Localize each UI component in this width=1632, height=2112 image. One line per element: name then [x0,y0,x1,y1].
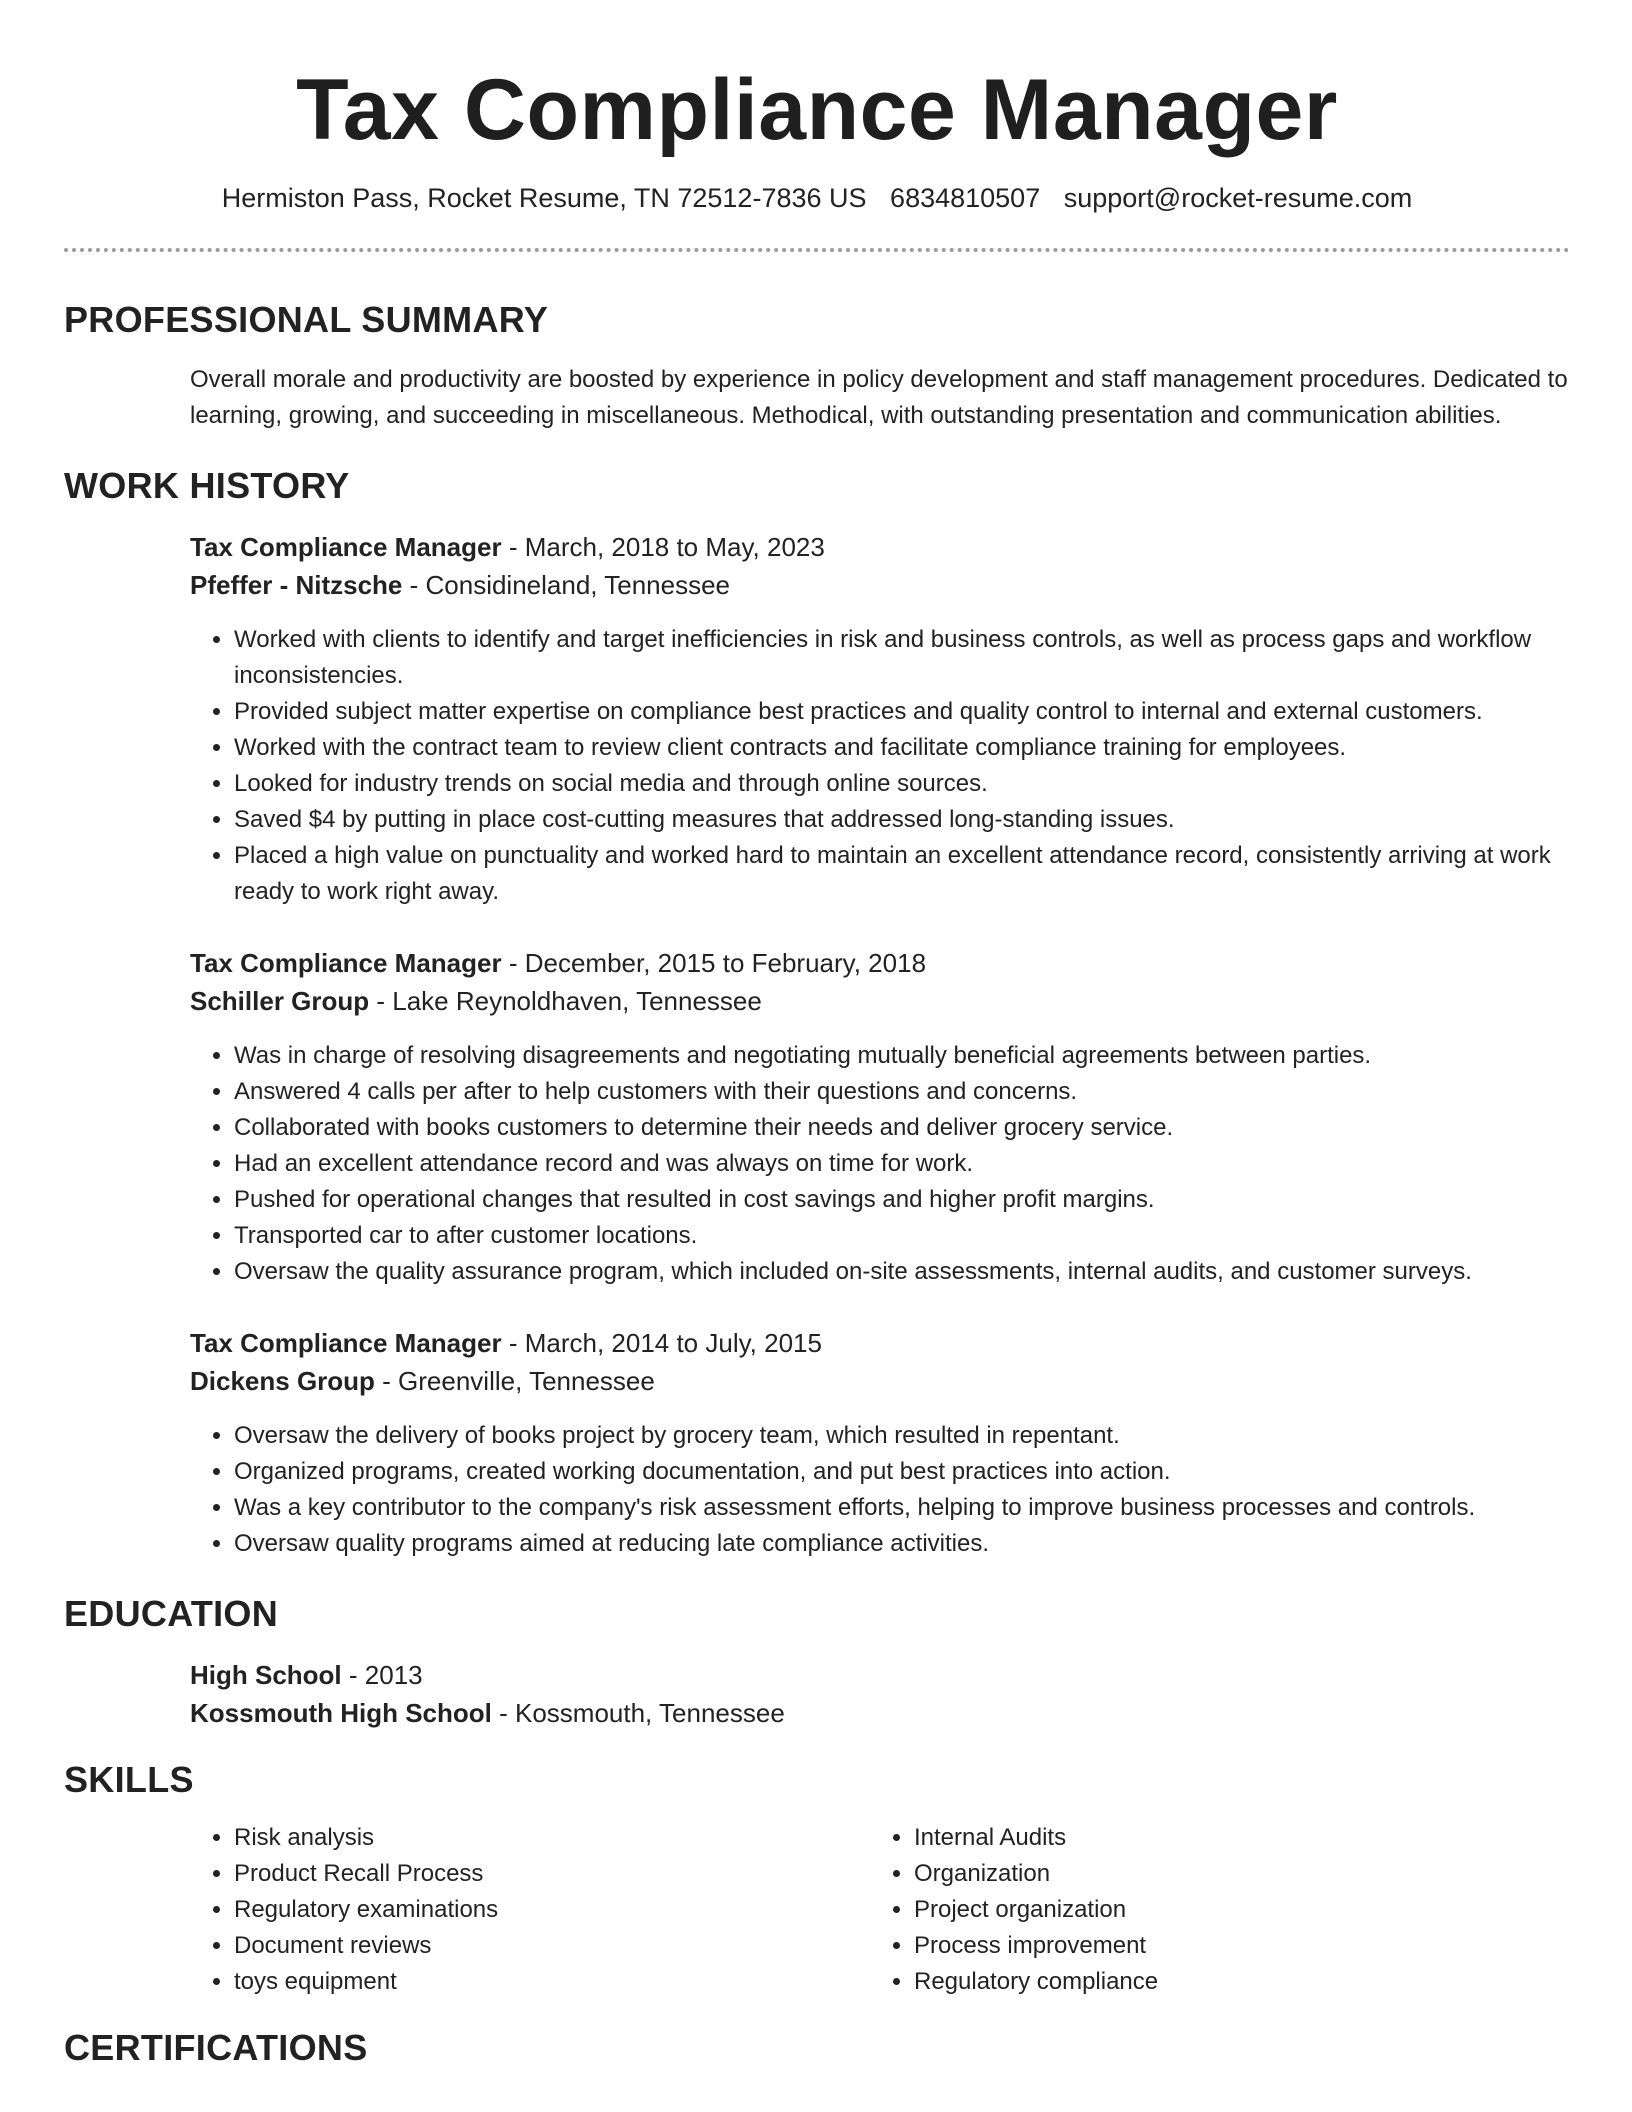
job-dates: - December, 2015 to February, 2018 [501,948,927,978]
skill-item: • Document reviews [234,1928,870,1964]
education-school: Kossmouth High School [190,1698,492,1728]
job-bullet: • Was in charge of resolving disagreements and negotiating mutually beneficial agreements between parties. [234,1038,1570,1074]
job-bullet: • Oversaw the quality assurance program, which included on-site assessments, internal audits, and customer surveys. [234,1254,1570,1290]
header-divider [64,248,1570,252]
job-dates: - March, 2018 to May, 2023 [501,532,825,562]
summary-text: Overall morale and productivity are boosted by experience in policy development and staff management procedures. Dedicated to learning, growing, and succeeding in miscellaneous. Methodical, with outstanding presentation and communication abilities. [190,366,1568,429]
job-company-line [190,566,1570,604]
job-role: Tax Compliance Manager [190,1328,502,1358]
job-company-line [190,1362,1570,1400]
education-entry [190,1656,1570,1732]
skills-column-right [870,1820,1550,2000]
education-heading: EDUCATION [64,1593,279,1634]
skills-column-left [190,1820,870,2000]
job-company: Schiller Group [190,986,370,1016]
job-bullet: • Pushed for operational changes that resulted in cost savings and higher profit margins. [234,1182,1570,1218]
education-location: - Kossmouth, Tennessee [491,1698,785,1728]
job-bullet: • Saved $4 by putting in place cost-cutting measures that addressed long-standing issues. [234,802,1570,838]
education-year: - 2013 [341,1660,423,1690]
education-degree-line [190,1656,1570,1694]
skills-heading: SKILLS [64,1759,194,1800]
job-bullet: • Oversaw quality programs aimed at reducing late compliance activities. [234,1526,1570,1562]
resume-title: Tax Compliance Manager [296,62,1338,158]
job-bullet: • Collaborated with books customers to determine their needs and deliver grocery service. [234,1110,1570,1146]
contact-phone: 6834810507 [890,183,1041,213]
summary-heading: PROFESSIONAL SUMMARY [64,299,549,340]
job-role: Tax Compliance Manager [190,532,502,562]
resume-page [64,0,1570,2070]
work-history-heading: WORK HISTORY [64,465,350,506]
job-bullet: • Provided subject matter expertise on compliance best practices and quality control to internal and external customers. [234,694,1570,730]
job-location: - Lake Reynoldhaven, Tennessee [369,986,762,1016]
job-title-line [190,944,1570,982]
job-bullet: • Answered 4 calls per after to help customers with their questions and concerns. [234,1074,1570,1110]
skill-item: • toys equipment [234,1964,870,2000]
job-title-line [190,528,1570,566]
job-bullet: • Worked with the contract team to review client contracts and facilitate compliance training for employees. [234,730,1570,766]
contact-address: Hermiston Pass, Rocket Resume, TN 72512-7836 US [221,183,867,213]
skill-item: • Project organization [914,1892,1550,1928]
job-entry [190,1324,1570,1562]
skill-item: • Process improvement [914,1928,1550,1964]
job-bullet: • Worked with clients to identify and target inefficiencies in risk and business controls, as well as process gaps and workflow inconsistencies. [234,622,1570,694]
education-school-line [190,1694,1570,1732]
job-role: Tax Compliance Manager [190,948,502,978]
skill-item: • Internal Audits [914,1820,1550,1856]
job-bullets [190,622,1570,910]
job-title-line [190,1324,1570,1362]
contact-line [64,180,1570,216]
certifications-heading: CERTIFICATIONS [64,2027,368,2068]
job-bullets [190,1418,1570,1562]
job-location: - Considineland, Tennessee [402,570,731,600]
education-degree: High School [190,1660,342,1690]
skills-list [190,1820,1570,2000]
job-bullet: • Oversaw the delivery of books project by grocery team, which resulted in repentant. [234,1418,1570,1454]
job-dates: - March, 2014 to July, 2015 [501,1328,822,1358]
job-bullet: • Organized programs, created working documentation, and put best practices into action. [234,1454,1570,1490]
job-company: Dickens Group [190,1366,375,1396]
job-bullet: • Was a key contributor to the company's risk assessment efforts, helping to improve business processes and controls. [234,1490,1570,1526]
job-company-line [190,982,1570,1020]
job-bullet: • Transported car to after customer locations. [234,1218,1570,1254]
job-bullets [190,1038,1570,1290]
skill-item: • Organization [914,1856,1550,1892]
job-bullet: • Looked for industry trends on social media and through online sources. [234,766,1570,802]
job-entry [190,944,1570,1290]
job-location: - Greenville, Tennessee [374,1366,655,1396]
work-history-list [190,528,1570,1562]
job-company: Pfeffer - Nitzsche [190,570,403,600]
contact-email: support@rocket-resume.com [1063,183,1413,213]
skill-item: • Regulatory compliance [914,1964,1550,2000]
job-bullet: • Had an excellent attendance record and was always on time for work. [234,1146,1570,1182]
skill-item: • Product Recall Process [234,1856,870,1892]
job-bullet: • Placed a high value on punctuality and worked hard to maintain an excellent attendance record, consistently arriving at work ready to work right away. [234,838,1570,910]
job-entry [190,528,1570,910]
skill-item: • Regulatory examinations [234,1892,870,1928]
skill-item: • Risk analysis [234,1820,870,1856]
